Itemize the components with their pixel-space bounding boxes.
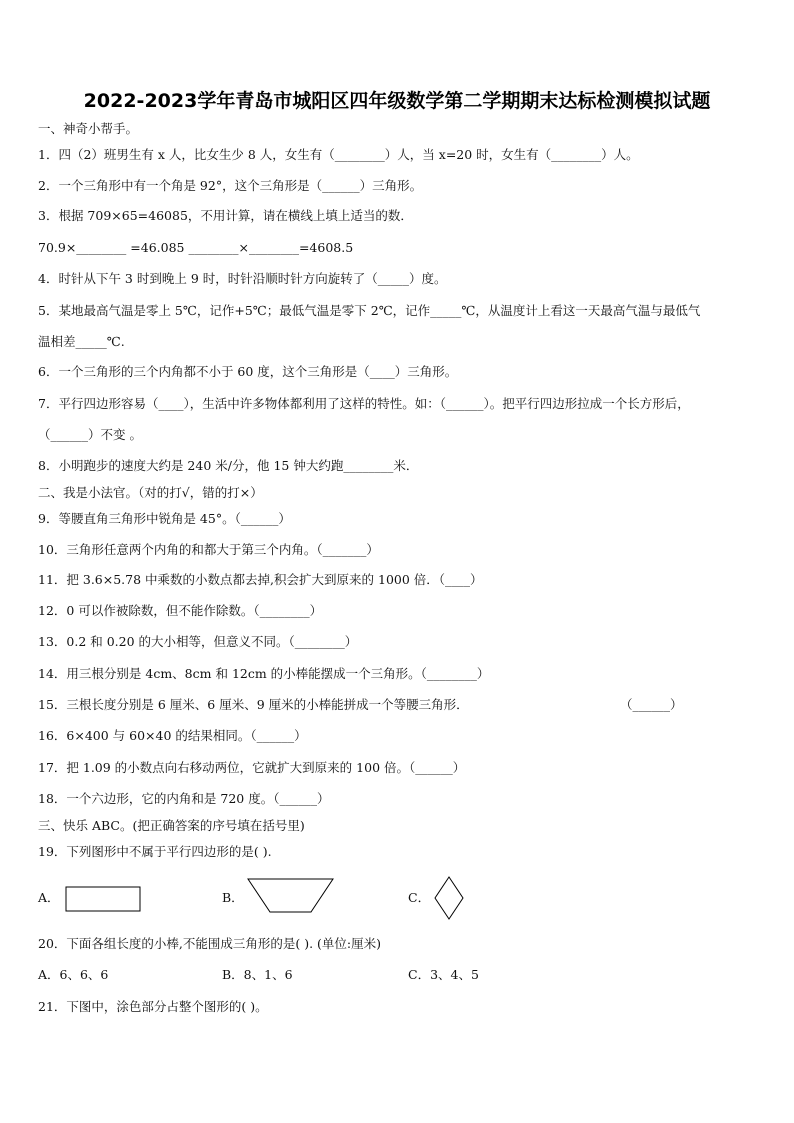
trapezoid-figure	[245, 876, 337, 916]
question-12: 12．0 可以作被除数，但不能作除数。（________）	[38, 603, 323, 618]
question-13: 13．0.2 和 0.20 的大小相等，但意义不同。（________）	[38, 634, 358, 649]
option-c-label: C．	[408, 890, 431, 905]
section-heading-3: 三、快乐 ABC。(把正确答案的序号填在括号里)	[38, 818, 305, 833]
question-5-continued: 温相差_____℃.	[38, 334, 125, 349]
question-19: 19．下列图形中不属于平行四边形的是( ).	[38, 844, 272, 859]
question-14: 14．用三根分别是 4cm、8cm 和 12cm 的小棒能摆成一个三角形。（________）	[38, 666, 490, 681]
question-2: 2．一个三角形中有一个角是 92°，这个三角形是（______）三角形。	[38, 178, 423, 193]
rectangle-figure	[64, 885, 142, 913]
section-heading-2: 二、我是小法官。（对的打√，错的打×）	[38, 485, 263, 500]
question-17: 17．把 1.09 的小数点向右移动两位，它就扩大到原来的 100 倍。（______）	[38, 760, 466, 775]
question-15-answer-blank: （______）	[620, 697, 683, 712]
question-11: 11．把 3.6×5.78 中乘数的小数点都去掉,积会扩大到原来的 1000 倍．（____）	[38, 572, 483, 587]
question-10: 10．三角形任意两个内角的和都大于第三个内角。（_______）	[38, 542, 379, 557]
question-18: 18．一个六边形，它的内角和是 720 度。（______）	[38, 791, 330, 806]
option-b: B．8、1、6	[222, 967, 293, 982]
question-15: 15．三根长度分别是 6 厘米、6 厘米、9 厘米的小棒能拼成一个等腰三角形．	[38, 697, 469, 712]
question-7: 7．平行四边形容易（____），生活中许多物体都利用了这样的特性。如：（______）。把平行四边形拉成一个长方形后，	[38, 396, 690, 411]
option-a-label: A．	[38, 890, 60, 905]
question-7-continued: （______）不变 。	[38, 427, 142, 442]
option-b-label: B．	[222, 890, 244, 905]
question-20: 20．下面各组长度的小棒,不能围成三角形的是( ). (单位:厘米)	[38, 936, 382, 951]
question-5: 5．某地最高气温是零上 5℃，记作+5℃；最低气温是零下 2℃，记作_____℃，从温度计上看这一天最高气温与最低气	[38, 303, 701, 318]
question-8: 8．小明跑步的速度大约是 240 米/分，他 15 钟大约跑________米．	[38, 458, 419, 473]
rhombus-figure	[432, 875, 466, 921]
question-4: 4．时针从下午 3 时到晚上 9 时，时针沿顺时针方向旋转了（_____）度。	[38, 271, 447, 286]
question-16: 16．6×400 与 60×40 的结果相同。（______）	[38, 728, 307, 743]
question-9: 9．等腰直角三角形中锐角是 45°。（______）	[38, 511, 291, 526]
option-c: C．3、4、5	[408, 967, 479, 982]
section-heading-1: 一、神奇小帮手。	[38, 121, 139, 136]
page-title: 2022-2023学年青岛市城阳区四年级数学第二学期期末达标检测模拟试题	[83, 90, 711, 112]
question-3: 3．根据 709×65=46085，不用计算，请在横线上填上适当的数．	[38, 208, 413, 223]
option-a: A．6、6、6	[38, 967, 109, 982]
question-6: 6．一个三角形的三个内角都不小于 60 度，这个三角形是（____）三角形。	[38, 364, 458, 379]
question-1: 1．四（2）班男生有 x 人，比女生少 8 人，女生有（________）人，当 x=20 时，女生有（________）人。	[38, 147, 639, 162]
question-21: 21．下图中，涂色部分占整个图形的( )。	[38, 999, 268, 1014]
question-3-blanks: 70.9×________ =46.085 ________×________=4608.5	[38, 240, 354, 255]
